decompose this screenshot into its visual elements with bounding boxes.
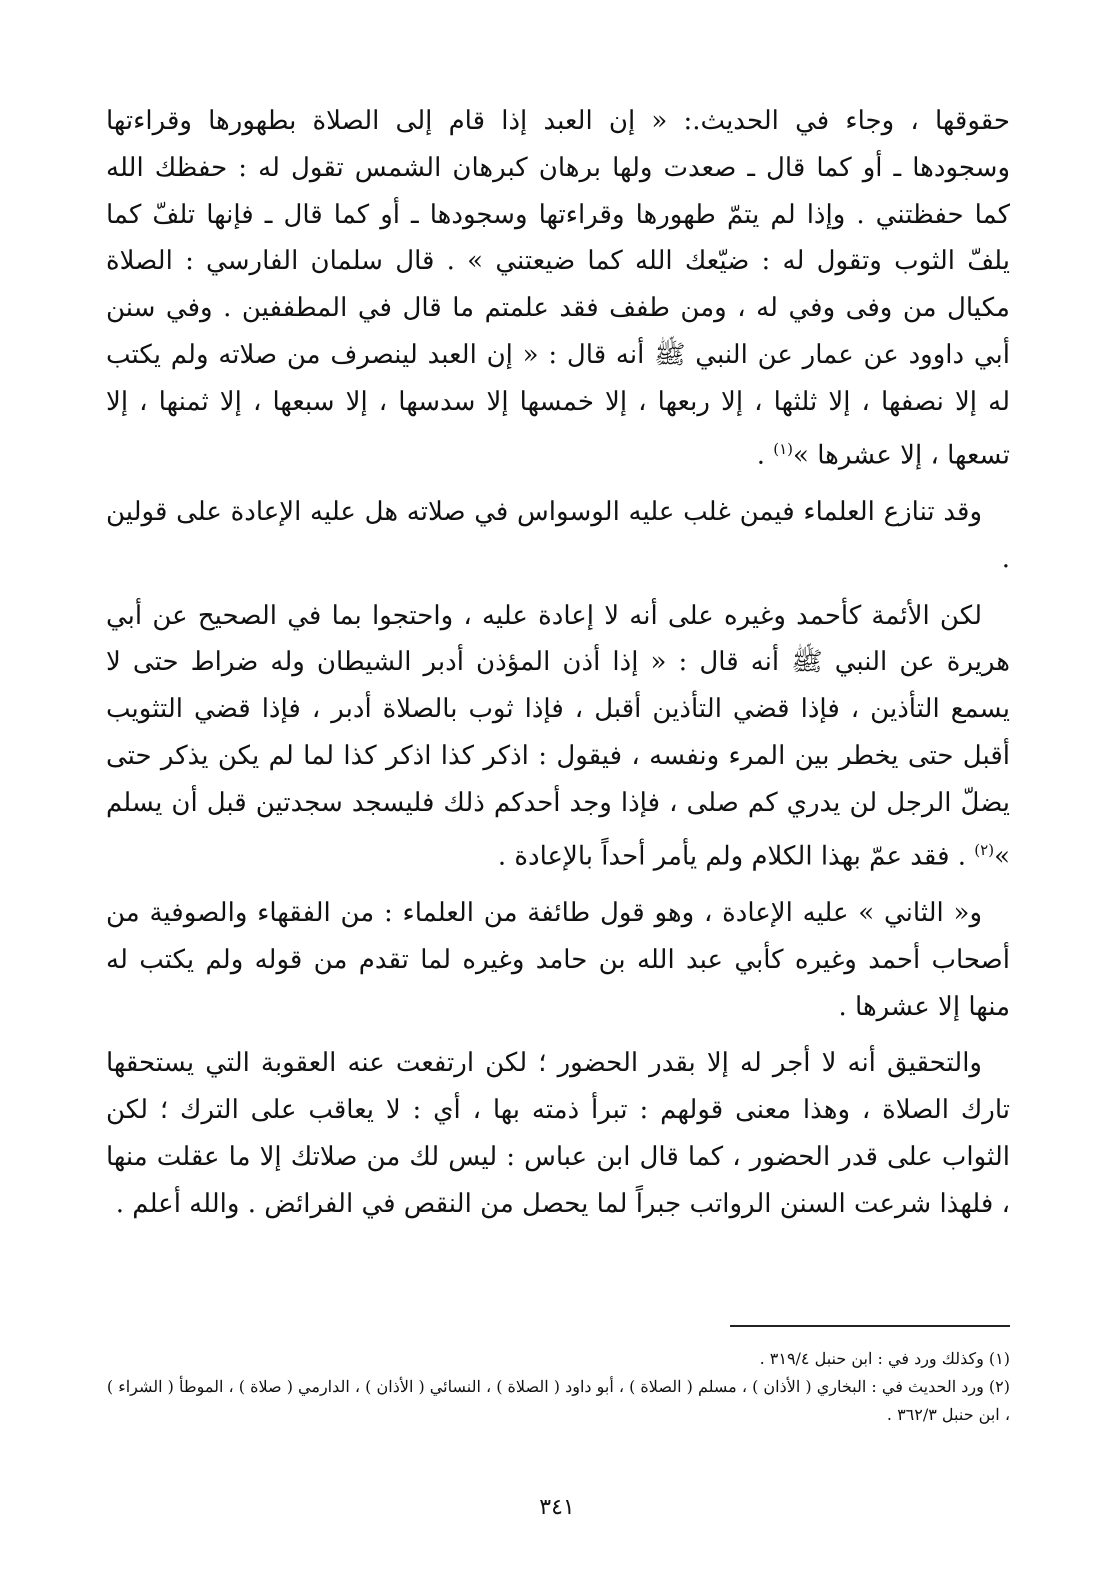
paragraph-4-text: و« الثاني » عليه الإعادة ، وهو قول طائفة من العلماء : من الفقهاء والصوفية من أصحاب أحمد وغيره كأبي عبد الله بن حامد وغيره لما تقدم من قوله ولم يكتب له منها إلا عشرها . bbox=[106, 898, 1010, 1022]
footnotes bbox=[106, 1345, 1010, 1429]
paragraph-3 bbox=[106, 593, 1010, 880]
paragraph-1-text: حقوقها ، وجاء في الحديث.: « إن العبد إذا قام إلى الصلاة بطهورها وقراءتها وسجودها ـ أو كما قال ـ صعدت ولها برهان كبرهان الشمس تقول له : حفظك الله كما حفظتني . وإذا لم يتمّ طهورها وقراءتها وسجودها ـ أو كما قال ـ فإنها تلفّ كما يلفّ الثوب وتقول له : ضيّعك الله كما ضيعتني » . قال سلمان الفارسي : الصلاة مكيال من وفى وفي له ، ومن طفف فقد علمتم ما قال في المطففين . وفي سنن أبي داوود عن عمار عن النبي ﷺ أنه قال : « إن العبد لينصرف من صلاته ولم يكتب له إلا نصفها ، إلا ثلثها ، إلا ربعها ، إلا خمسها إلا سدسها ، إلا سبعها ، إلا ثمنها ، إلا تسعها ، إلا عشرها » bbox=[106, 106, 1011, 471]
paragraph-5-text: والتحقيق أنه لا أجر له إلا بقدر الحضور ؛ لكن ارتفعت عنه العقوبة التي يستحقها تارك الصلاة ، وهذا معنى قولهم : تبرأ ذمته بها ، أي : لا يعاقب على الترك ؛ لكن الثواب على قدر الحضور ، كما قال ابن عباس : ليس لك من صلاتك إلا ما عقلت منها ، فلهذا شرعت السنن الرواتب جبراً لما يحصل من النقص في الفرائض . والله أعلم . bbox=[106, 1048, 1010, 1219]
main-text bbox=[106, 98, 1010, 1238]
paragraph-2 bbox=[106, 489, 1010, 583]
paragraph-1 bbox=[106, 98, 1010, 479]
footnote-mark-1: (١) bbox=[773, 439, 794, 458]
footnote-mark-2: (٢) bbox=[974, 840, 995, 859]
footnote-2: (٢) ورد الحديث في : البخاري ( الأذان ) ، مسلم ( الصلاة ) ، أبو داود ( الصلاة ) ، النسائي ( الأذان ) ، الدارمي ( صلاة ) ، الموطأ ( الشراء ) ، ابن حنبل ٣٦٢/٣ . bbox=[106, 1377, 1010, 1424]
paragraph-5 bbox=[106, 1040, 1010, 1227]
page-number: ٣٤١ bbox=[539, 1495, 575, 1520]
paragraph-1-tail: . bbox=[756, 440, 774, 471]
paragraph-3-tail: . فقد عمّ بهذا الكلام ولم يأمر أحداً بالإعادة . bbox=[497, 841, 975, 872]
paragraph-2-text: وقد تنازع العلماء فيمن غلب عليه الوسواس في صلاته هل عليه الإعادة على قولين . bbox=[106, 497, 1010, 574]
footnote-1: (١) وكذلك ورد في : ابن حنبل ٣١٩/٤ . bbox=[759, 1349, 1010, 1368]
paragraph-4 bbox=[106, 890, 1010, 1030]
footnote-divider bbox=[730, 1325, 1010, 1327]
paragraph-3-text: لكن الأئمة كأحمد وغيره على أنه لا إعادة عليه ، واحتجوا بما في الصحيح عن أبي هريرة عن النبي ﷺ أنه قال : « إذا أذن المؤذن أدبر الشيطان وله ضراط حتى لا يسمع التأذين ، فإذا قضي التأذين أقبل ، فإذا ثوب بالصلاة أدبر ، فإذا قضي التثويب أقبل حتى يخطر بين المرء ونفسه ، فيقول : اذكر كذا اذكر كذا لما لم يكن يذكر حتى يضلّ الرجل لن يدري كم صلى ، فإذا وجد أحدكم ذلك فليسجد سجدتين قبل أن يسلم » bbox=[106, 600, 1010, 872]
